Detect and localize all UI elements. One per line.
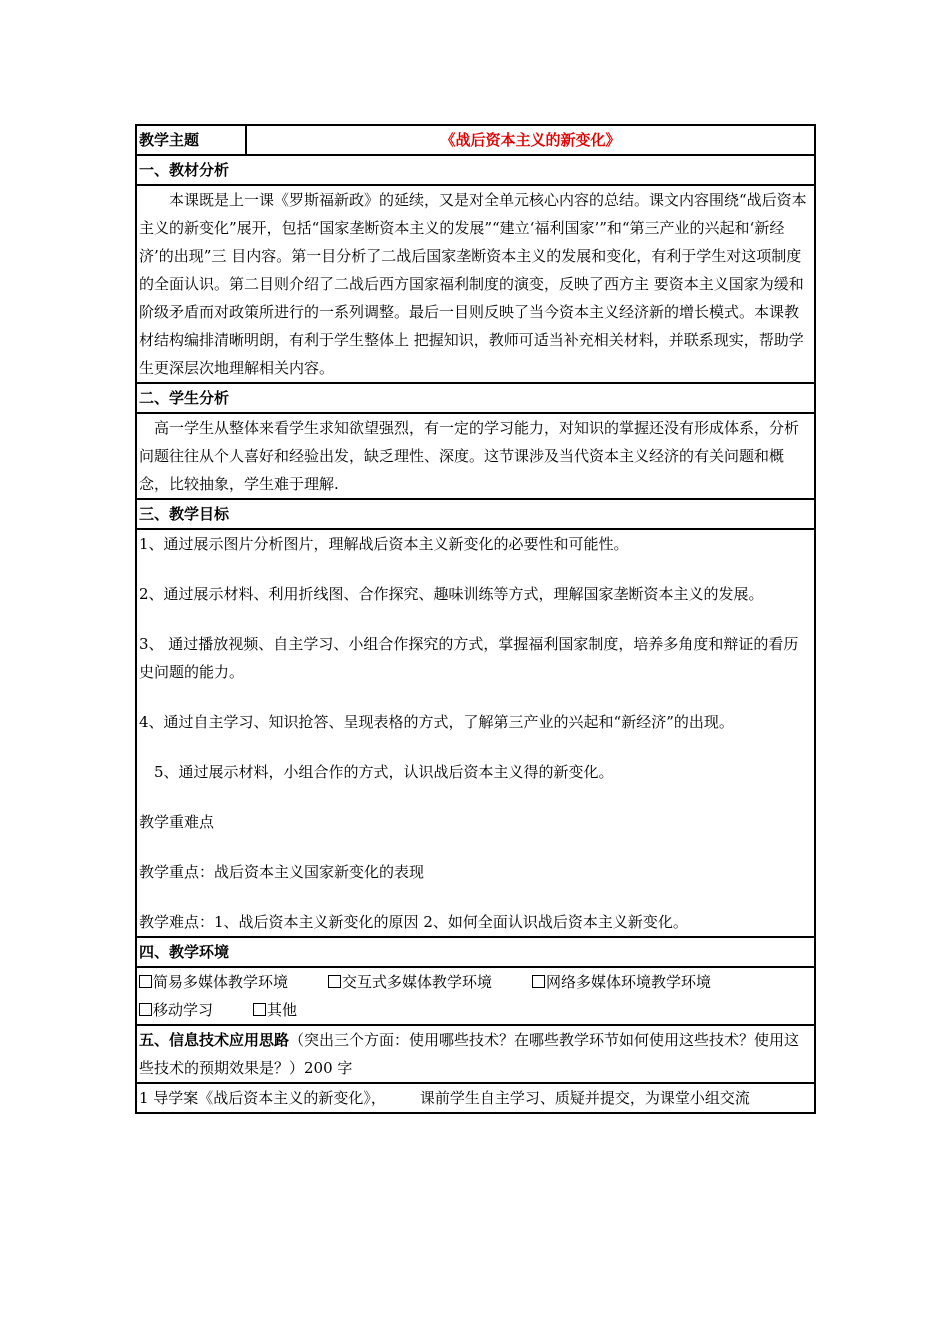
- section-3-label-row: [136, 499, 815, 529]
- section-5-content: [136, 1083, 815, 1113]
- section-5-title: 五、信息技术应用思路: [139, 1031, 290, 1049]
- section-5-label-row: [136, 1025, 815, 1083]
- section-4-label: 四、教学环境: [136, 937, 815, 967]
- goal-item: 5、通过展示材料，小组合作的方式，认识战后资本主义得的新变化。: [154, 763, 614, 781]
- key-point-text: 教学重点：战后资本主义国家新变化的表现: [139, 863, 425, 881]
- section-2-label: 二、学生分析: [136, 383, 815, 413]
- env-option-label: 移动学习: [153, 1001, 214, 1019]
- env-option-label: 简易多媒体教学环境: [153, 973, 289, 991]
- section-5-label: [136, 1025, 815, 1083]
- tech-idea-text-a: 1 导学案《战后资本主义的新变化》，: [139, 1089, 386, 1107]
- section-5-instructions: （突出三个方面：使用哪些技术？在哪些教学环节如何使用这些技术？使用这些技术的预期效果是？）200 字: [139, 1031, 800, 1077]
- section-3-label: 三、教学目标: [136, 499, 815, 529]
- checkbox-icon[interactable]: [532, 975, 545, 988]
- env-option-simple[interactable]: [139, 968, 288, 996]
- section-1-label-row: [136, 155, 815, 185]
- section-4-label-row: [136, 937, 815, 967]
- goal-item: 1、通过展示图片分析图片，理解战后资本主义新变化的必要性和可能性。: [139, 535, 629, 553]
- section-2-content: [136, 413, 815, 499]
- checkbox-icon[interactable]: [139, 975, 152, 988]
- env-option-label: 交互式多媒体教学环境: [342, 973, 493, 991]
- section-3-content-row: [136, 529, 815, 937]
- textbook-analysis-text: 本课既是上一课《罗斯福新政》的延续，又是对全单元核心内容的总结。课文内容围绕“战后资本主义的新变化”展开，包括“国家垄断资本主义的发展”“建立‘福利国家’”和“第三产业的兴起和‘新经济’的出现”三 目内容。第一目分析了二战后国家垄断资本主义的发展和变化，有利于学生对这项制度的全面认识。第二目则介绍了二战后西方国家福利制度的演变，反映了西方主 要资本主义国家为缓和阶级矛盾而对政策所进行的一系列调整。最后一目则反映了当今资本主义经济新的增长模式。本课教材结构编排清晰明朗，有利于学生整体上 把握知识，教师可适当补充相关材料，并联系现实，帮助学生更深层次地理解相关内容。: [139, 191, 807, 377]
- key-points-heading: 教学重难点: [139, 813, 215, 831]
- checkbox-icon[interactable]: [328, 975, 341, 988]
- env-option-label: 网络多媒体环境教学环境: [546, 973, 712, 991]
- section-4-content-row: [136, 967, 815, 1025]
- env-option-mobile[interactable]: [139, 996, 213, 1024]
- goal-item: 4、通过自主学习、知识抢答、呈现表格的方式，了解第三产业的兴起和“新经济”的出现。: [139, 713, 734, 731]
- env-option-other[interactable]: [253, 996, 297, 1024]
- lesson-plan-table: [135, 124, 816, 1114]
- section-1-content-row: [136, 185, 815, 383]
- lesson-title: 《战后资本主义的新变化》: [246, 125, 815, 155]
- header-row: [136, 125, 815, 155]
- section-2-label-row: [136, 383, 815, 413]
- section-1-content: [136, 185, 815, 383]
- env-option-interactive[interactable]: [328, 968, 492, 996]
- env-option-network[interactable]: [532, 968, 711, 996]
- section-5-content-row: [136, 1083, 815, 1113]
- section-1-label: 一、教材分析: [136, 155, 815, 185]
- student-analysis-text: 高一学生从整体来看学生求知欲望强烈，有一定的学习能力，对知识的掌握还没有形成体系，分析问题往往从个人喜好和经验出发，缺乏理性、深度。这节课涉及当代资本主义经济的有关问题和概念，比较抽象，学生难于理解.: [139, 419, 800, 493]
- topic-label: 教学主题: [136, 125, 246, 155]
- env-option-label: 其他: [267, 1001, 298, 1019]
- checkbox-icon[interactable]: [253, 1003, 266, 1016]
- environment-options: [136, 967, 815, 1025]
- section-3-content: [136, 529, 815, 937]
- checkbox-icon[interactable]: [139, 1003, 152, 1016]
- goal-item: 3、 通过播放视频、自主学习、小组合作探究的方式，掌握福利国家制度，培养多角度和辩证的看历史问题的能力。: [139, 635, 799, 681]
- difficult-point-text: 教学难点：1、战后资本主义新变化的原因 2、如何全面认识战后资本主义新变化。: [139, 913, 688, 931]
- tech-idea-text-b: 课前学生自主学习、质疑并提交，为课堂小组交流: [419, 1089, 750, 1107]
- goal-item: 2、通过展示材料、利用折线图、合作探究、趣味训练等方式，理解国家垄断资本主义的发展。: [139, 585, 764, 603]
- section-2-content-row: [136, 413, 815, 499]
